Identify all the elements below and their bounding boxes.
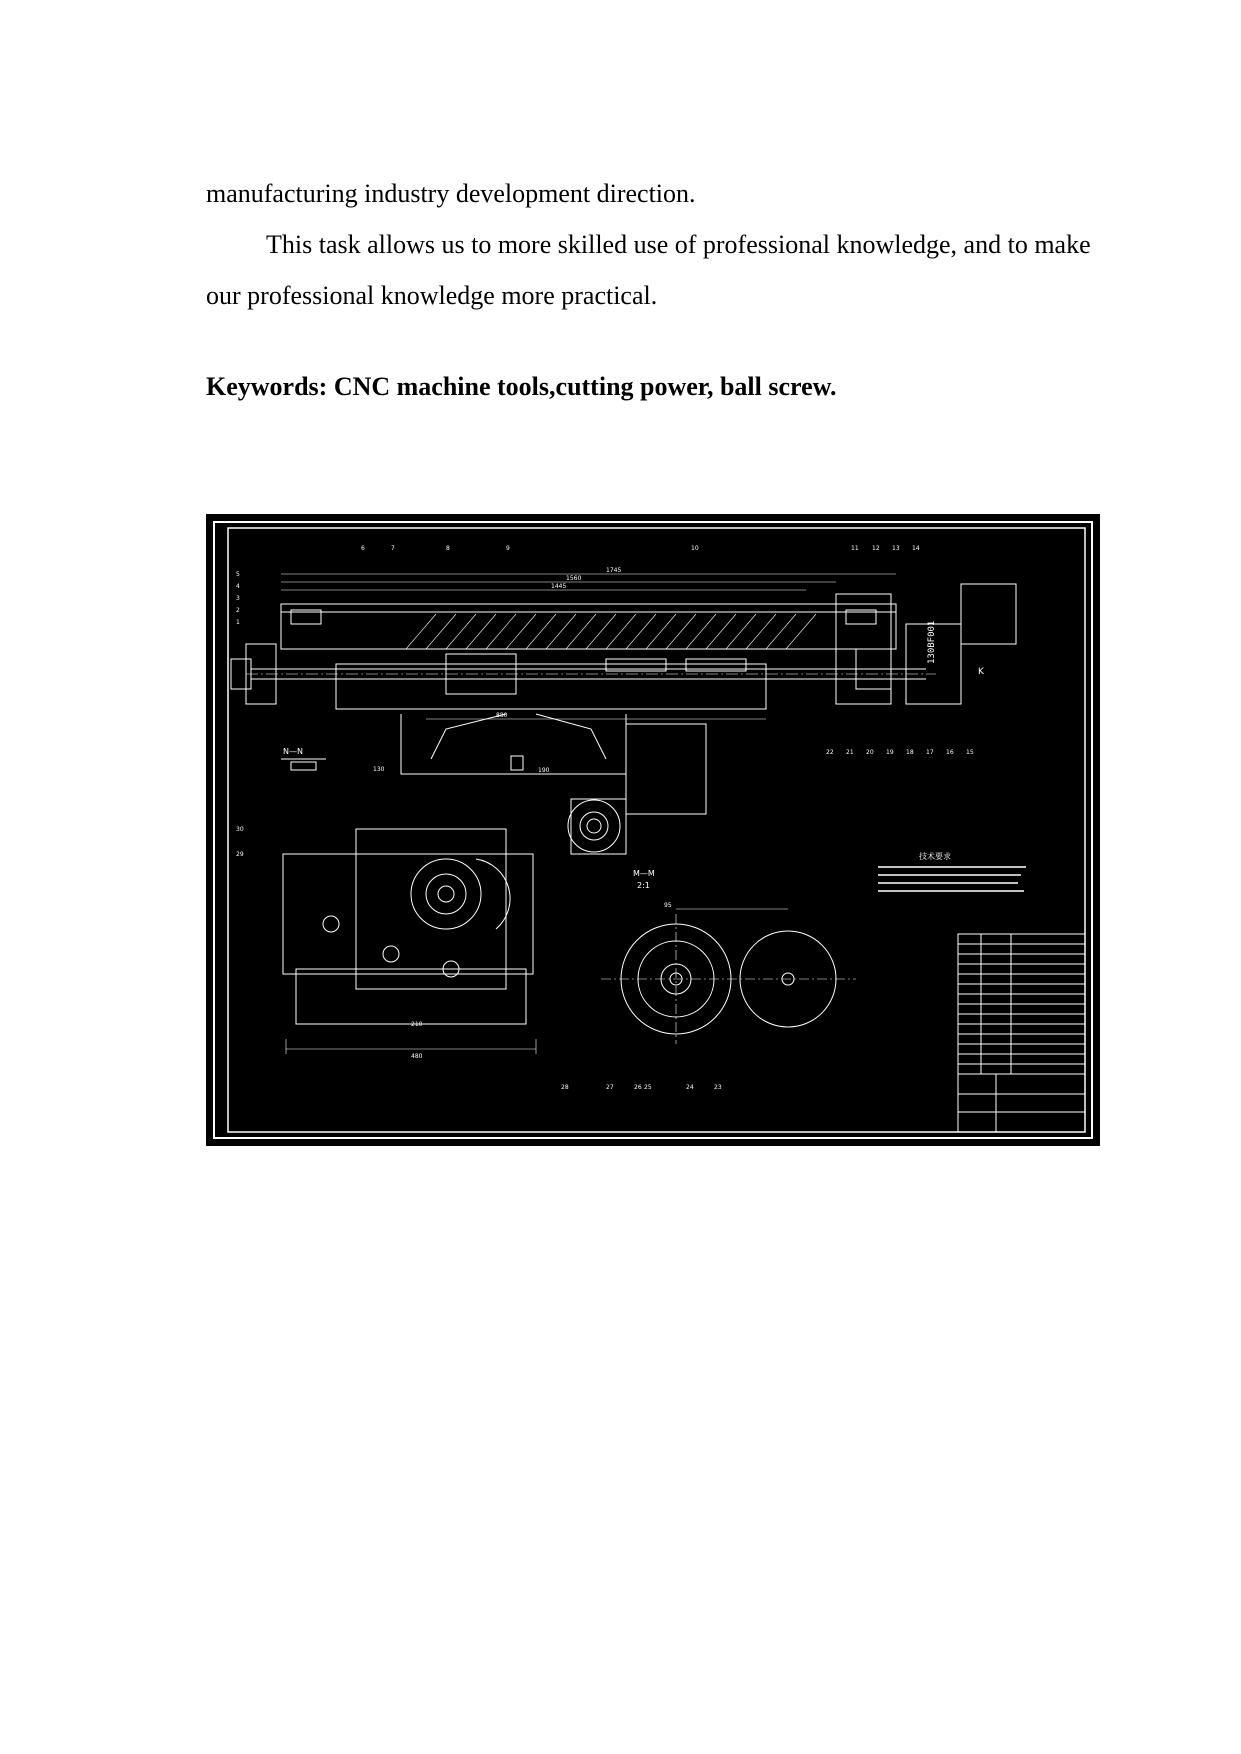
- view-label-nn: N—N: [283, 747, 303, 756]
- part-number-label: 29: [236, 851, 244, 858]
- part-number-label: 22: [826, 749, 834, 756]
- dimension-label: 190: [538, 767, 550, 774]
- part-number-label: 7: [391, 545, 395, 552]
- part-number-label: 3: [236, 595, 240, 602]
- part-number-label: 23: [714, 1084, 722, 1091]
- drawing-background: [206, 514, 1100, 1146]
- keywords-line: Keywords: CNC machine tools,cutting power, ball screw.: [206, 372, 837, 401]
- part-number-label: 16: [946, 749, 954, 756]
- part-number-label: 17: [926, 749, 934, 756]
- part-number-label: 1: [236, 619, 240, 626]
- dimension-label: 480: [411, 1053, 423, 1060]
- part-number-label: 14: [912, 545, 920, 552]
- part-number-label: 21: [846, 749, 854, 756]
- part-number-label: 18: [906, 749, 914, 756]
- dimension-label: 210: [411, 1021, 423, 1028]
- part-number-label: 28: [561, 1084, 569, 1091]
- dimension-label: 1745: [606, 567, 622, 574]
- motor-label: 130BF001: [927, 620, 937, 664]
- dimension-label: 130: [373, 766, 385, 773]
- part-number-label: 24: [686, 1084, 694, 1091]
- part-number-label: 12: [872, 545, 880, 552]
- dimension-label: 95: [664, 902, 672, 909]
- part-number-label: 9: [506, 545, 510, 552]
- part-number-label: 15: [966, 749, 974, 756]
- part-number-label: 27: [606, 1084, 614, 1091]
- part-number-label: 19: [886, 749, 894, 756]
- body-paragraph: manufacturing industry development direction.: [206, 179, 696, 208]
- section-label-k: K: [978, 667, 984, 677]
- part-number-label: 8: [446, 545, 450, 552]
- part-number-label: 25: [644, 1084, 652, 1091]
- part-number-label: 2: [236, 607, 240, 614]
- part-number-label: 13: [892, 545, 900, 552]
- cad-assembly-drawing: [206, 514, 1100, 1146]
- body-paragraph: This task allows us to more skilled use of professional knowledge, and to make our professional knowledge more practical.: [206, 230, 1091, 310]
- dimension-label: 880: [496, 712, 508, 719]
- part-number-label: 26: [634, 1084, 642, 1091]
- part-number-label: 6: [361, 545, 365, 552]
- tech-requirements-title: 技术要求: [919, 852, 951, 861]
- dimension-label: 1560: [566, 575, 582, 582]
- scale-label: 2:1: [637, 881, 650, 890]
- view-label-mm: M—M: [633, 869, 655, 878]
- part-number-label: 11: [851, 545, 859, 552]
- part-number-label: 30: [236, 826, 244, 833]
- part-number-label: 20: [866, 749, 874, 756]
- part-number-label: 5: [236, 571, 240, 578]
- part-number-label: 4: [236, 583, 240, 590]
- part-number-label: 10: [691, 545, 699, 552]
- dimension-label: 1445: [551, 583, 567, 590]
